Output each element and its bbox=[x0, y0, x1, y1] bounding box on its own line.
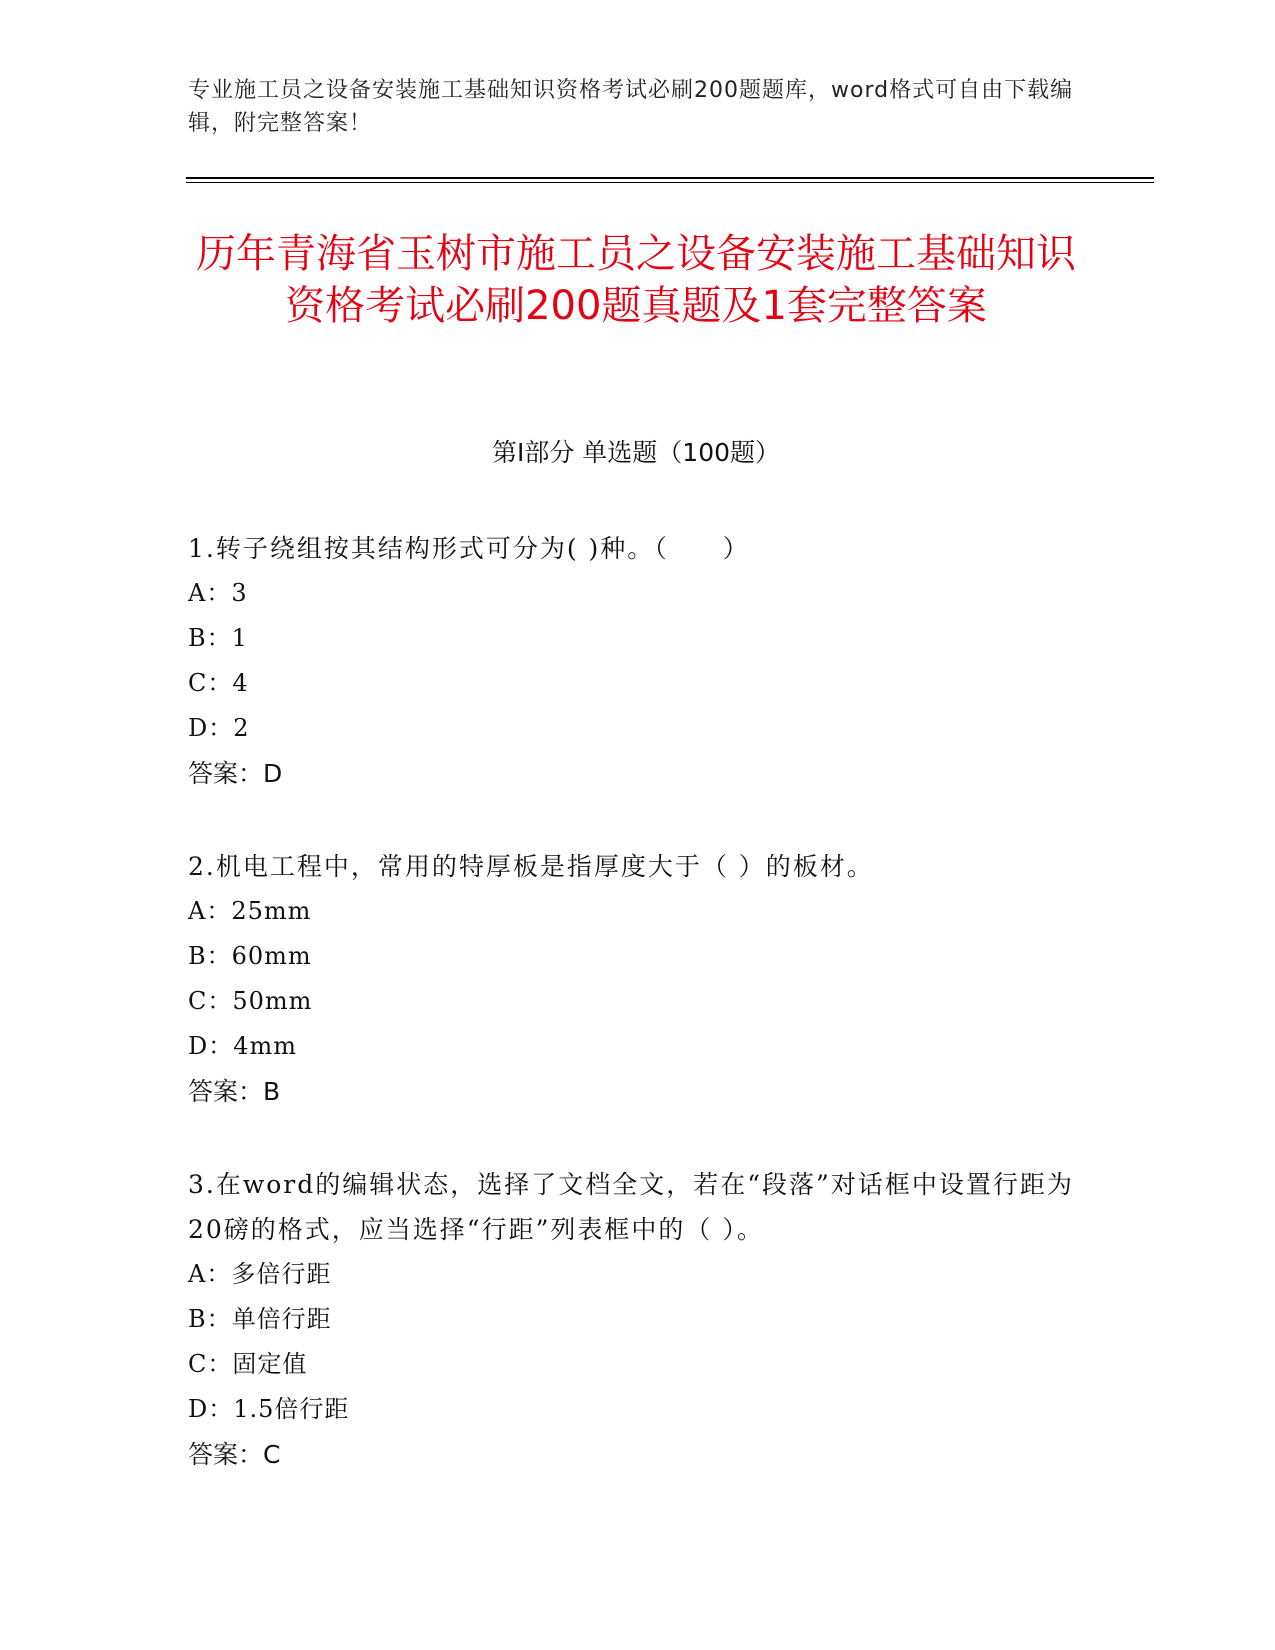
question-1 bbox=[188, 526, 1088, 796]
option-a: A：25mm bbox=[188, 897, 312, 925]
option-d: D：1.5倍行距 bbox=[188, 1395, 350, 1423]
option-c: C：固定值 bbox=[188, 1350, 308, 1378]
option-a: A：多倍行距 bbox=[188, 1260, 332, 1288]
header-rule-thin bbox=[186, 182, 1154, 183]
question-text: 1.转子绕组按其结构形式可分为( )种。（ ） bbox=[188, 534, 750, 563]
section-title: 第Ⅰ部分 单选题（100题） bbox=[491, 438, 781, 467]
question-2 bbox=[188, 844, 1088, 1114]
header-note: 专业施工员之设备安装施工基础知识资格考试必刷200题题库，word格式可自由下载编辑，附完整答案！ bbox=[188, 78, 1074, 136]
option-d: D：2 bbox=[188, 714, 250, 742]
answer: 答案：C bbox=[188, 1440, 281, 1469]
option-c: C：4 bbox=[188, 669, 249, 697]
document-title: 历年青海省玉树市施工员之设备安装施工基础知识资格考试必刷200题真题及1套完整答案 bbox=[196, 231, 1076, 329]
header-rule-thick bbox=[186, 177, 1154, 179]
answer: 答案：B bbox=[188, 1077, 281, 1106]
answer: 答案：D bbox=[188, 759, 283, 788]
option-b: B：单倍行距 bbox=[188, 1305, 332, 1333]
option-d: D：4mm bbox=[188, 1032, 298, 1060]
question-text: 2.机电工程中，常用的特厚板是指厚度大于（ ）的板材。 bbox=[188, 852, 874, 881]
option-a: A：3 bbox=[188, 579, 248, 607]
option-b: B：1 bbox=[188, 624, 248, 652]
question-text: 3.在word的编辑状态，选择了文档全文，若在“段落”对话框中设置行距为20磅的格式，应当选择“行距”列表框中的（ ）。 bbox=[188, 1170, 1074, 1244]
option-c: C：50mm bbox=[188, 987, 313, 1015]
option-b: B：60mm bbox=[188, 942, 312, 970]
question-3 bbox=[188, 1162, 1088, 1477]
